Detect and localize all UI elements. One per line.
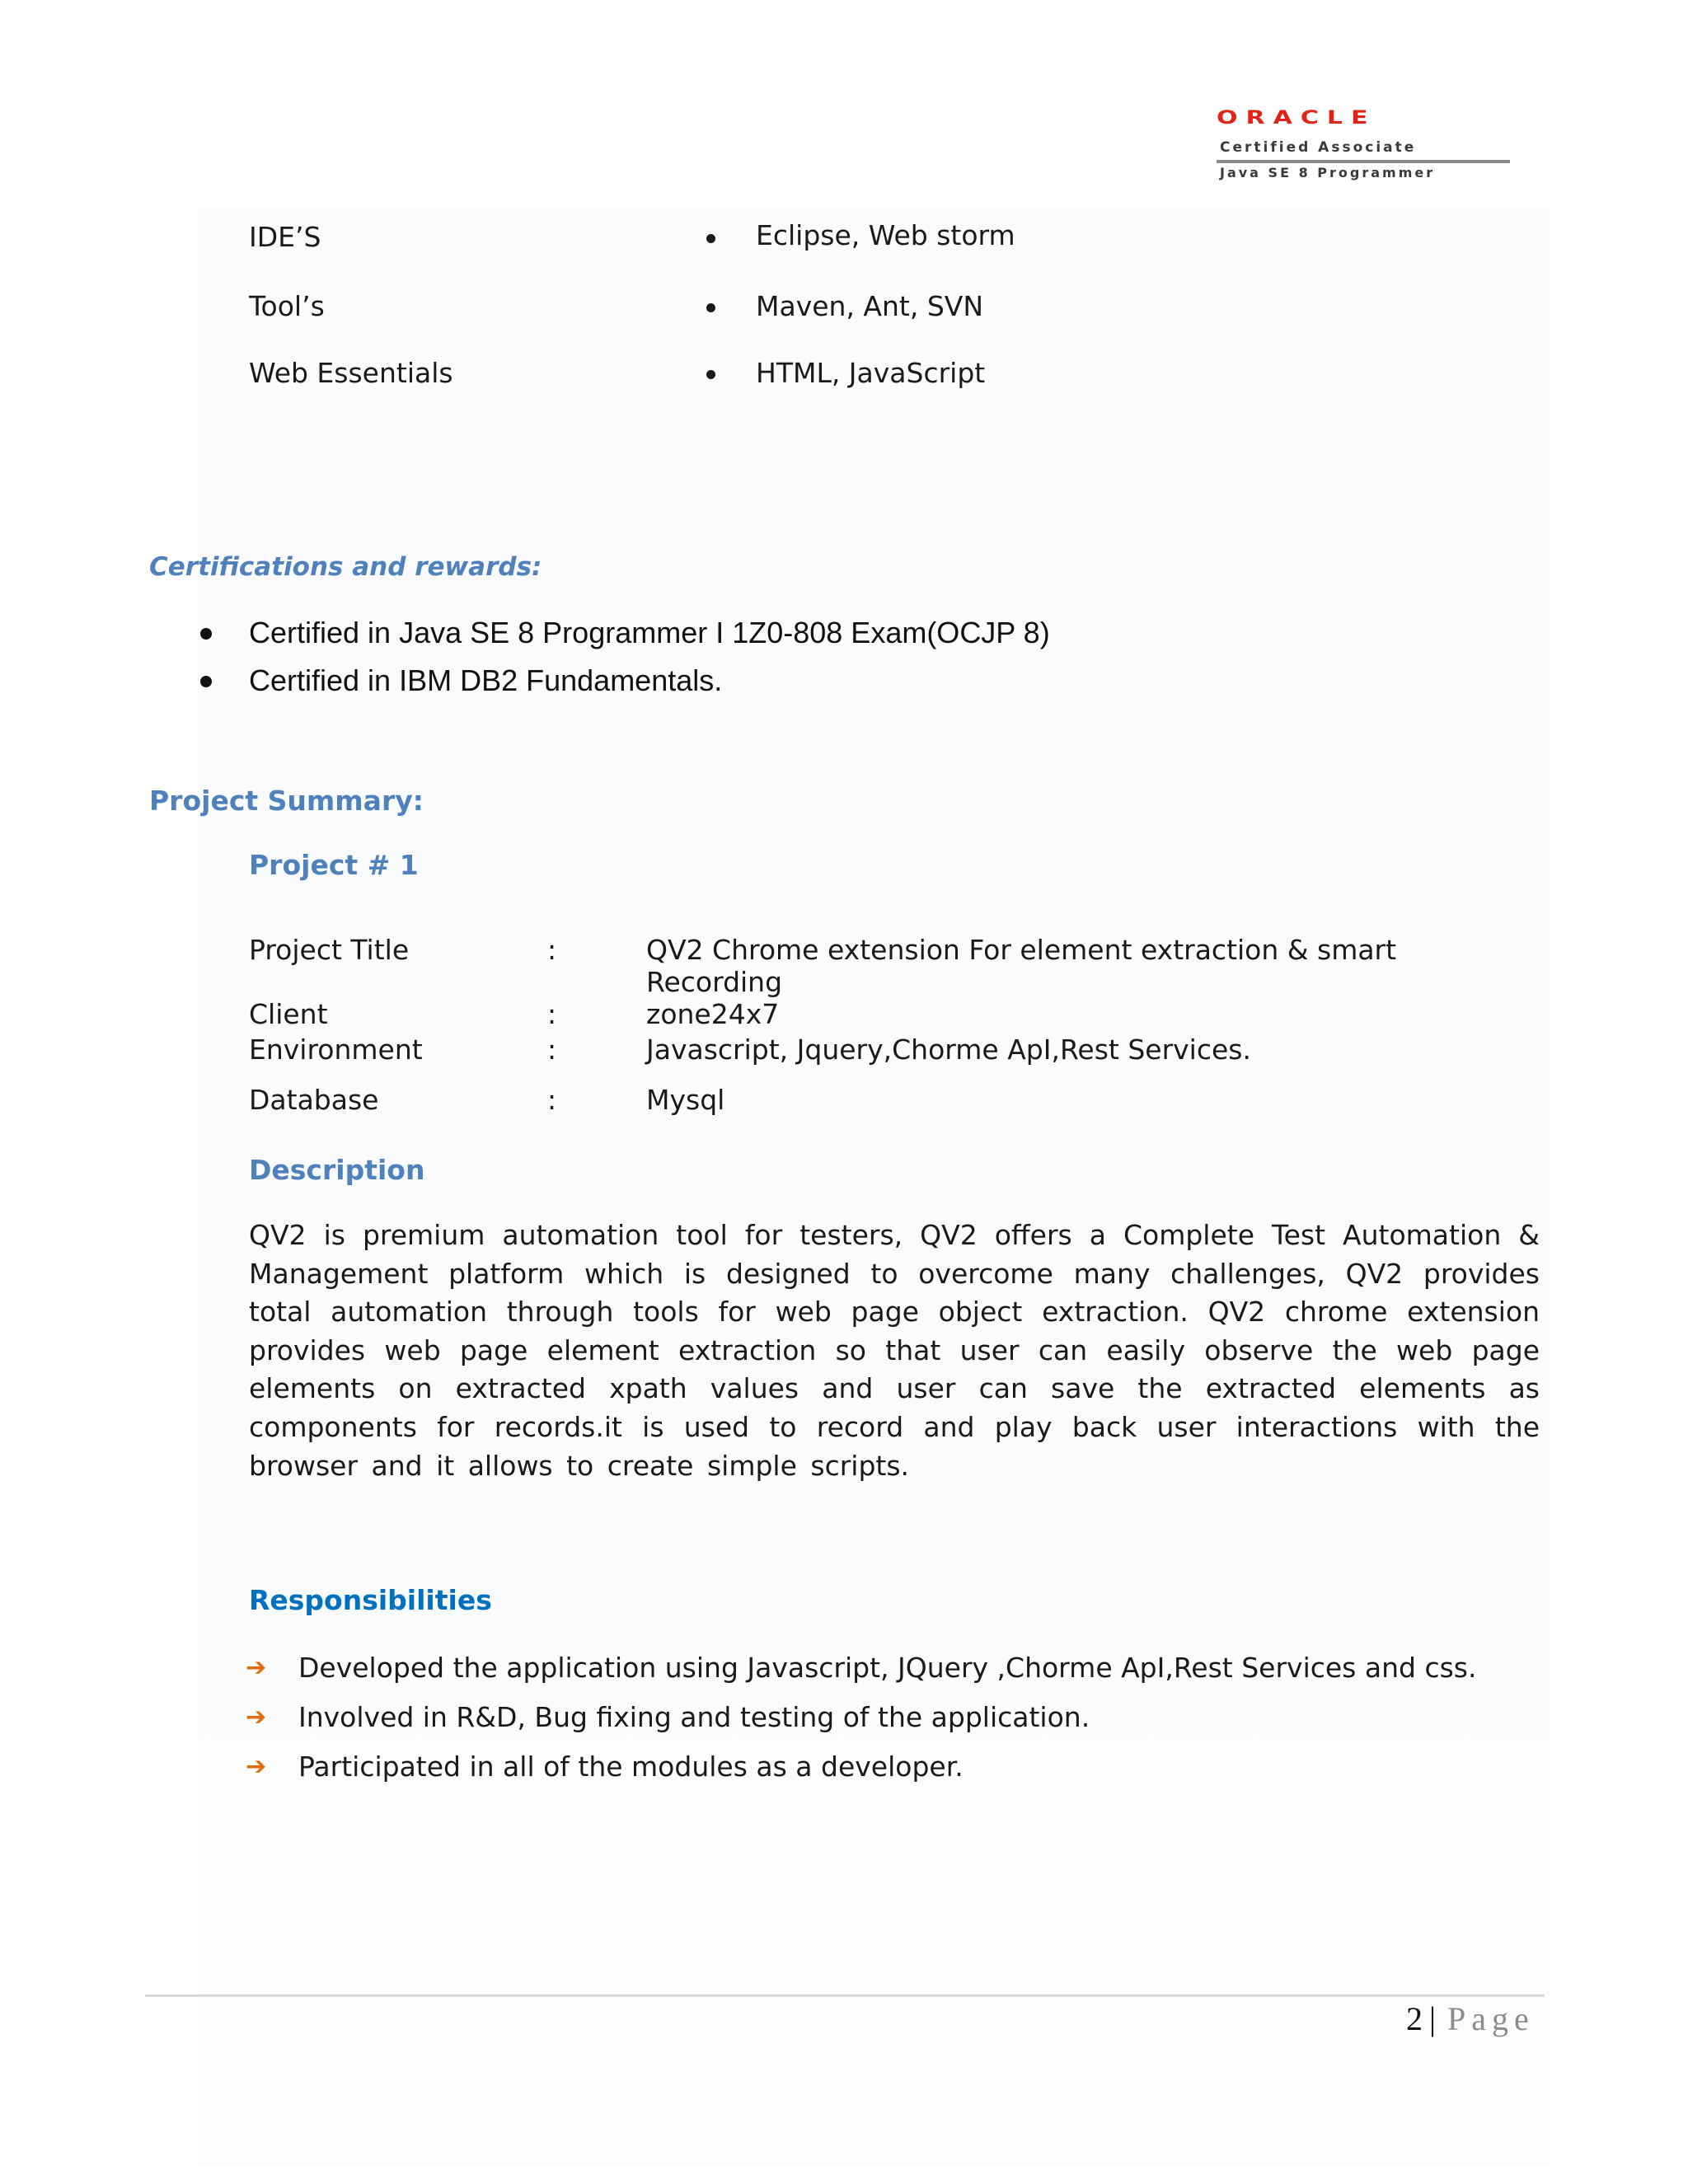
project-number-heading: Project # 1: [249, 849, 419, 881]
detail-colon: :: [547, 934, 557, 966]
database-label: Database: [249, 1084, 379, 1116]
bullet-icon: [200, 676, 212, 687]
arrow-right-icon: ➔: [246, 1653, 267, 1682]
skill-label: Tool’s: [249, 290, 325, 322]
project-title-value: QV2 Chrome extension For element extraction & smart: [646, 934, 1397, 966]
project-summary-heading: Project Summary:: [149, 785, 424, 817]
bullet-icon: [706, 370, 715, 379]
certification-item: Certified in IBM DB2 Fundamentals.: [249, 663, 723, 697]
logo-brand-text: ORACLE: [1217, 106, 1376, 129]
description-paragraph: QV2 is premium automation tool for testers, QV2 offers a Complete Test Automation & Management platform which is designed to overcome many challenges, QV2 provides total automation through tools for web page object extraction. QV2 chrome extension provides web page element extraction so that user can easily observe the web page elements on extracted xpath values and user can save the extracted elements as components for records.it is used to record and play back user interactions with the browser and it allows to create simple scripts.: [249, 1219, 1540, 1482]
environment-label: Environment: [249, 1033, 423, 1066]
page-background-shade: [198, 206, 1550, 2168]
detail-colon: :: [547, 998, 557, 1030]
project-title-label: Project Title: [249, 934, 410, 966]
database-value: Mysql: [646, 1084, 725, 1116]
project-title-value-continued: Recording: [646, 966, 783, 998]
logo-certified-text: Certified Associate: [1220, 139, 1417, 156]
logo-divider: [1217, 160, 1510, 163]
skill-label: Web Essentials: [249, 357, 453, 389]
logo-programmer-text: Java SE 8 Programmer: [1220, 165, 1436, 180]
footer-separator: |: [1429, 2000, 1437, 2037]
page-number: 2: [1406, 2000, 1423, 2037]
arrow-right-icon: ➔: [246, 1703, 267, 1732]
skill-label: IDE’S: [249, 221, 321, 253]
page-label: Page: [1447, 2000, 1535, 2037]
responsibility-item: Participated in all of the modules as a developer.: [298, 1750, 964, 1783]
responsibilities-heading: Responsibilities: [249, 1584, 492, 1616]
certifications-heading: Certifications and rewards:: [149, 552, 542, 582]
detail-colon: :: [547, 1084, 557, 1116]
certification-item: Certified in Java SE 8 Programmer I 1Z0-808 Exam(OCJP 8): [249, 616, 1050, 649]
detail-colon: :: [547, 1033, 557, 1066]
skill-value: Maven, Ant, SVN: [756, 290, 984, 322]
arrow-right-icon: ➔: [246, 1752, 267, 1781]
skill-value: Eclipse, Web storm: [756, 219, 1015, 251]
responsibility-item: Developed the application using Javascript, JQuery ,Chorme ApI,Rest Services and css.: [298, 1652, 1477, 1684]
environment-value: Javascript, Jquery,Chorme ApI,Rest Services.: [646, 1033, 1251, 1066]
responsibility-item: Involved in R&D, Bug fixing and testing of the application.: [298, 1701, 1090, 1733]
oracle-certified-logo: [1217, 106, 1510, 181]
client-value: zone24x7: [646, 998, 780, 1030]
footer-divider: [145, 1994, 1545, 1997]
bullet-icon: [706, 303, 715, 312]
skill-value: HTML, JavaScript: [756, 357, 986, 389]
description-heading: Description: [249, 1154, 425, 1186]
client-label: Client: [249, 998, 328, 1030]
bullet-icon: [706, 234, 715, 243]
bullet-icon: [200, 628, 212, 640]
